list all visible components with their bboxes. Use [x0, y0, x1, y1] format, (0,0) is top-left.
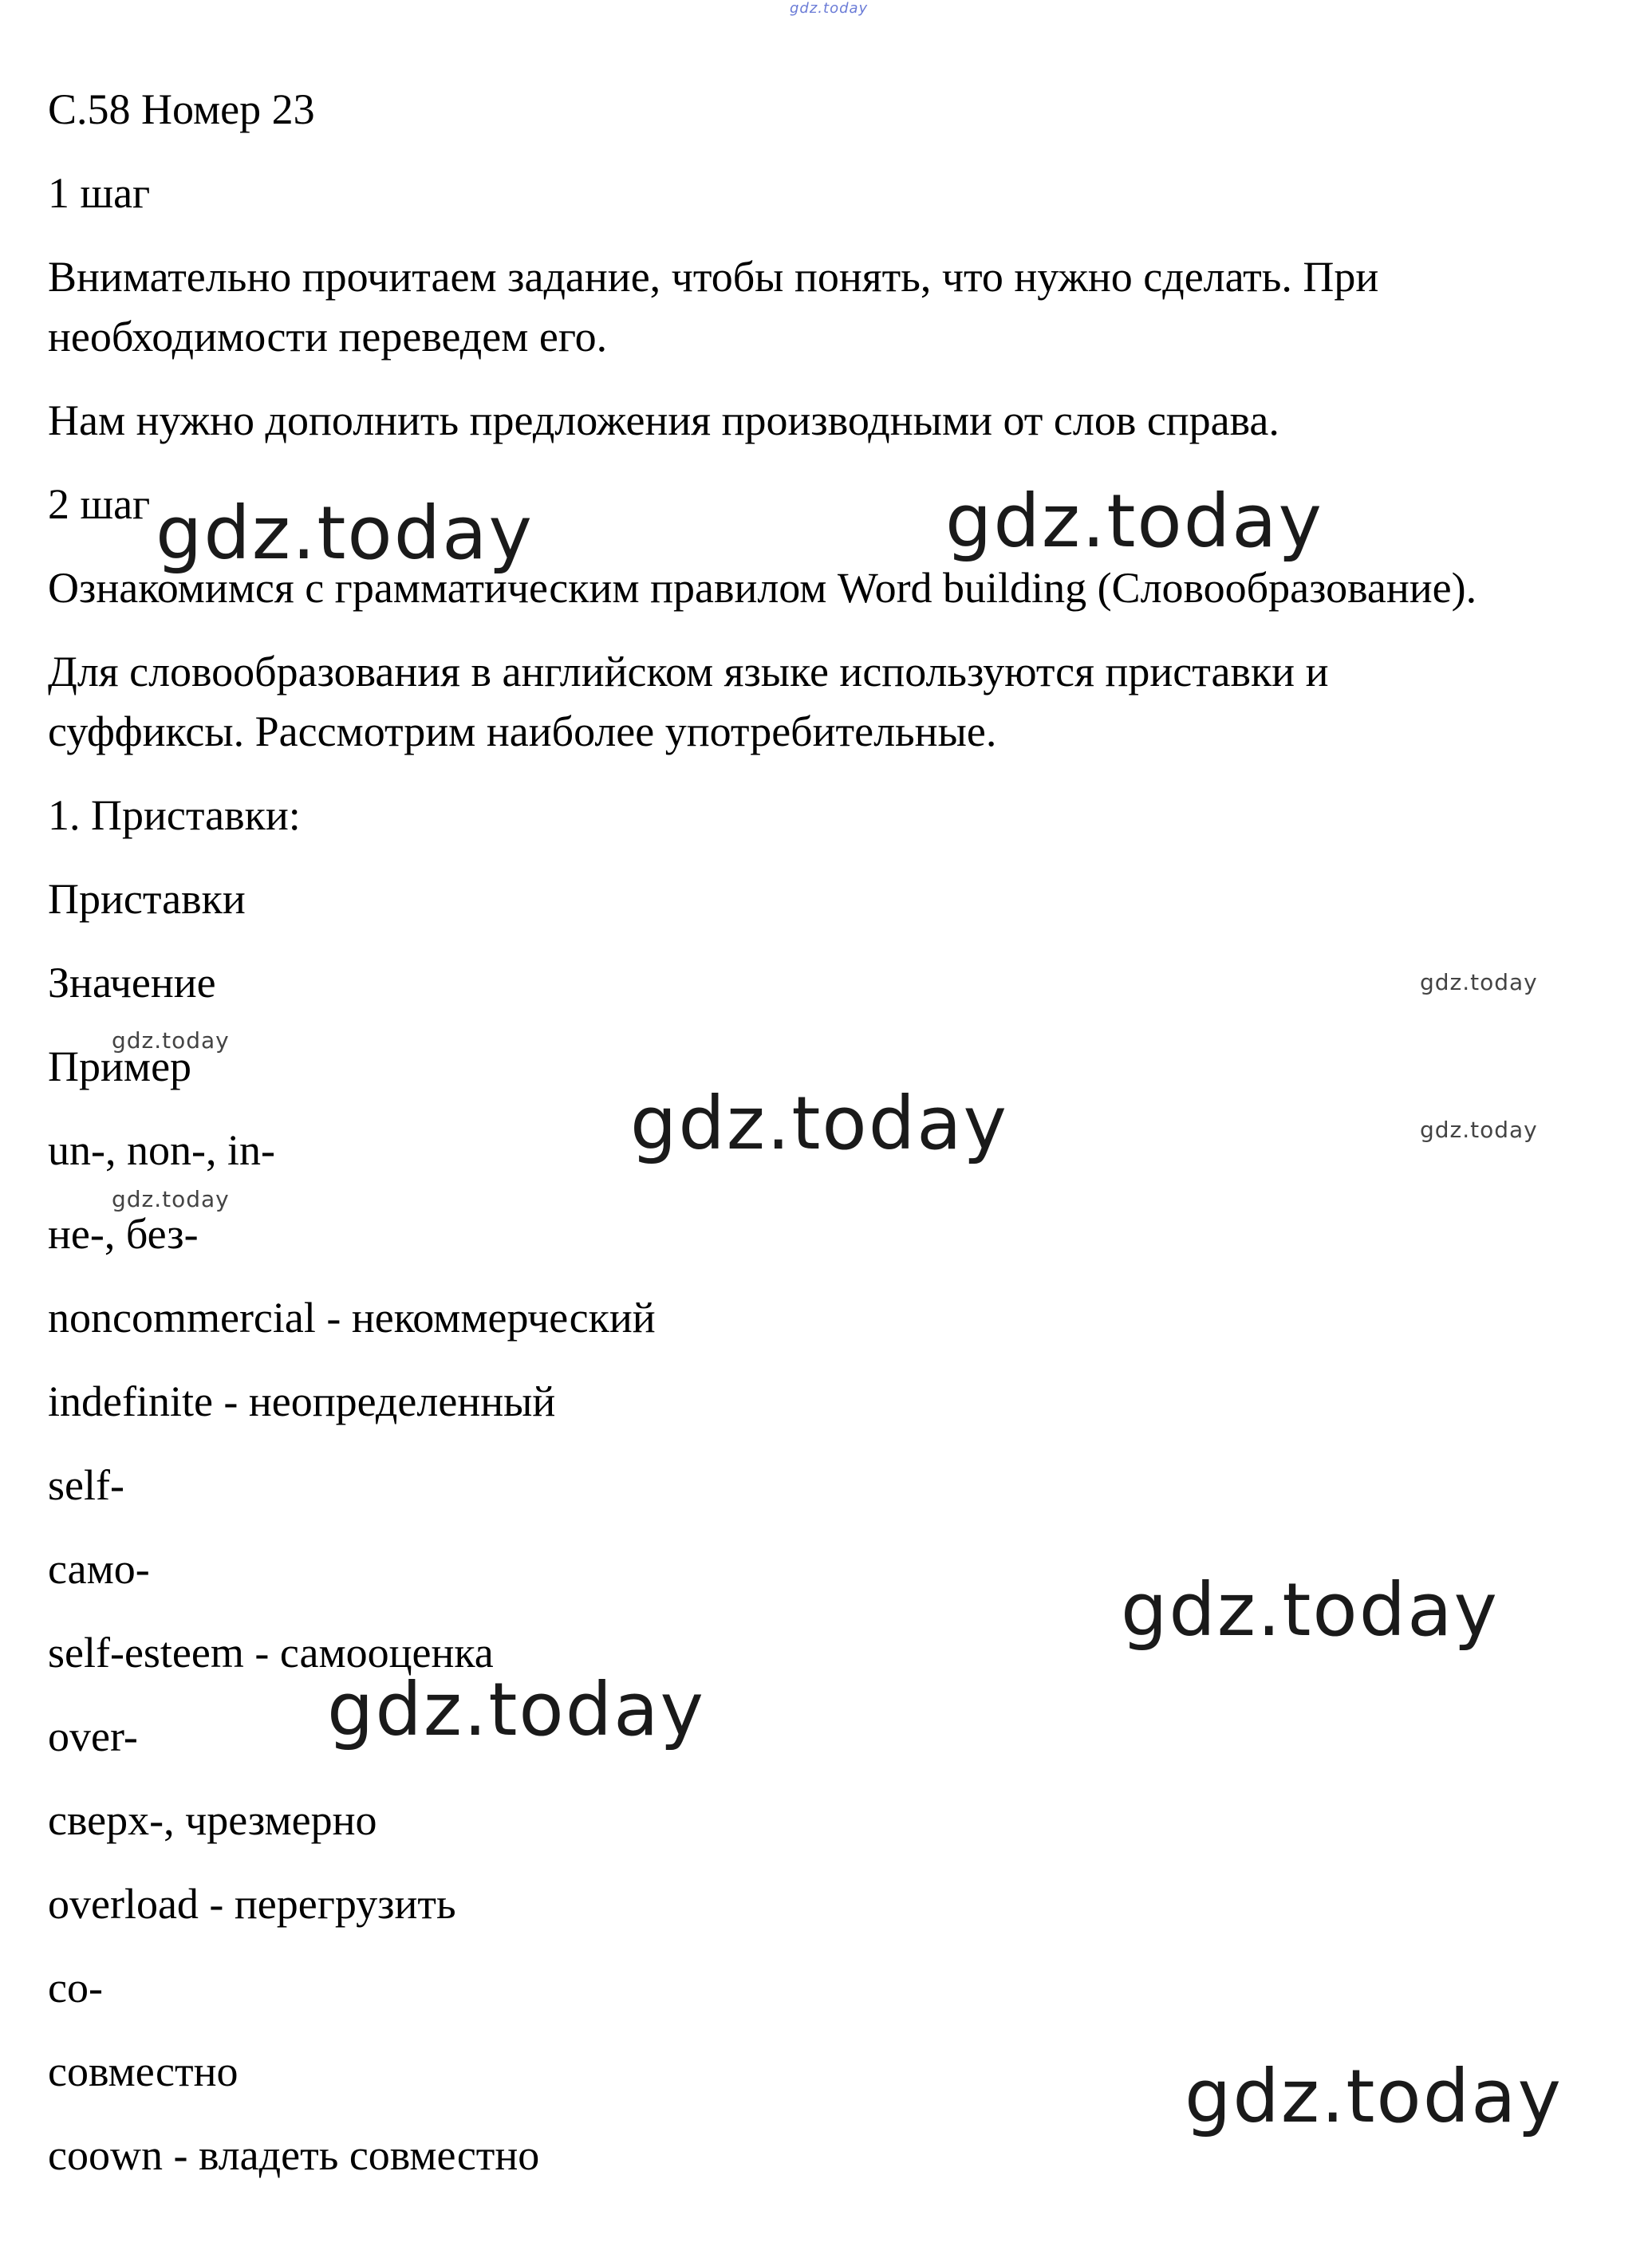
- step-1-paragraph-1-line-1: Внимательно прочитаем задание, чтобы понять, что нужно сделать. При: [48, 253, 1379, 301]
- step-2-paragraph-2-line-2: суффиксы. Рассмотрим наиболее употребительные.: [48, 707, 997, 755]
- page-heading: С.58 Номер 23: [48, 85, 315, 133]
- table-row: self-esteem - самооценка: [48, 1629, 494, 1677]
- watermark-small: gdz.today: [1420, 1117, 1538, 1143]
- watermark-small: gdz.today: [112, 1027, 230, 1054]
- table-row: overload - перегрузить: [48, 1880, 456, 1928]
- table-header-prefixes: Приставки: [48, 875, 246, 923]
- table-header-meaning: Значение: [48, 959, 216, 1007]
- table-row: сверх-, чрезмерно: [48, 1796, 377, 1844]
- table-header-example: Пример: [48, 1042, 192, 1090]
- table-row: coown - владеть совместно: [48, 2131, 540, 2179]
- table-row: само-: [48, 1545, 150, 1593]
- watermark-large: gdz.today: [1121, 1567, 1499, 1653]
- step-2-paragraph-2-line-1: Для словообразования в английском языке используются приставки и: [48, 648, 1329, 695]
- table-row: co-: [48, 1964, 103, 2012]
- table-row: over-: [48, 1712, 138, 1760]
- watermark-large: gdz.today: [156, 491, 534, 576]
- prefixes-section-title: 1. Приставки:: [48, 791, 301, 839]
- table-row: совместно: [48, 2047, 239, 2095]
- step-1-paragraph-2: Нам нужно дополнить предложения производными от слов справа.: [48, 396, 1279, 444]
- step-1-label: 1 шаг: [48, 169, 151, 217]
- watermark-large: gdz.today: [327, 1667, 705, 1752]
- top-watermark: gdz.today: [790, 0, 869, 17]
- watermark-large: gdz.today: [945, 479, 1323, 564]
- watermark-small: gdz.today: [112, 1186, 230, 1212]
- step-2-paragraph-1: Ознакомимся с грамматическим правилом Word building (Словообразование).: [48, 564, 1477, 612]
- table-row: noncommercial - некоммерческий: [48, 1294, 656, 1342]
- table-row: self-: [48, 1461, 124, 1509]
- step-2-label: 2 шаг: [48, 480, 151, 528]
- table-row: un-, non-, in-: [48, 1126, 275, 1174]
- watermark-large: gdz.today: [630, 1081, 1008, 1166]
- watermark-large: gdz.today: [1185, 2054, 1563, 2139]
- table-row: не-, без-: [48, 1210, 199, 1258]
- step-1-paragraph-1-line-2: необходимости переведем его.: [48, 313, 608, 361]
- table-row: indefinite - неопределенный: [48, 1377, 556, 1425]
- watermark-small: gdz.today: [1420, 969, 1538, 995]
